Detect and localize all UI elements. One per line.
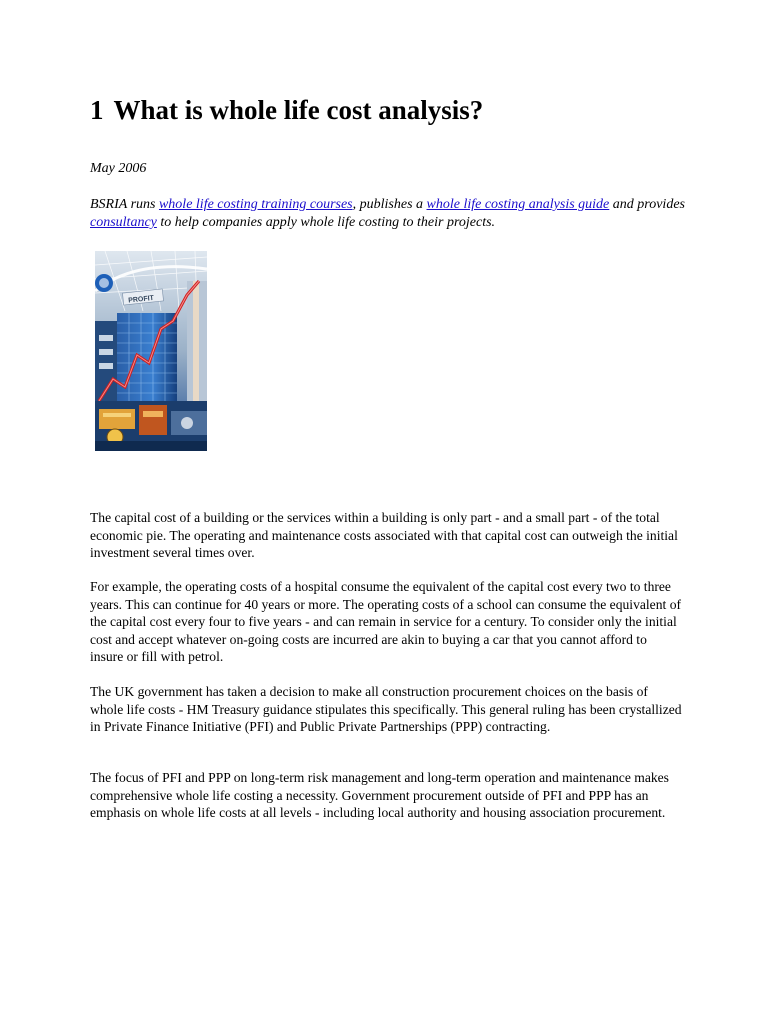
intro-text-2: , publishes a <box>352 197 427 212</box>
body-paragraph-2: For example, the operating costs of a hospital consume the equivalent of the capital cost every two to three years. This can continue for 40 years or more. The operating costs of a school can consume the equivalent of the capital cost every four to five years - and can remain in service for a century. To consider only the initial cost and accept whatever on-going costs are incurred are akin to buying a car that you cannot afford to insure or fill with petrol. <box>90 579 682 664</box>
intro-text-1: BSRIA runs <box>90 197 159 212</box>
illustration-graphic <box>95 251 207 451</box>
heading-text: What is whole life cost analysis? <box>113 95 484 125</box>
whole-life-cost-illustration <box>95 251 207 451</box>
body-paragraph-1: The capital cost of a building or the services within a building is only part - and a small part - of the total economic pie. The operating and maintenance costs associated with that capital cost can outweigh the initial investment several times over. <box>90 510 678 560</box>
publish-date: May 2006 <box>90 161 147 176</box>
intro-text-4: to help companies apply whole life costing to their projects. <box>156 215 496 230</box>
consultancy-link[interactable]: consultancy <box>90 215 157 230</box>
body-paragraph-3: The UK government has taken a decision to make all construction procurement choices on the basis of whole life costs - HM Treasury guidance stipulates this specifically. This general ruling has been crystallized in Private Finance Initiative (PFI) and Public Private Partnerships (PPP) contracting. <box>90 684 682 734</box>
intro-text-3: and provides <box>609 197 685 212</box>
body-paragraph-4: The focus of PFI and PPP on long-term risk management and long-term operation and maintenance makes comprehensive whole life costing a necessity. Government procurement outside of PFI and PPP has an emphasis on whole life costs at all levels - including local authority and housing association procurement. <box>90 770 669 820</box>
page-title <box>90 92 483 128</box>
profit-sign-text: PROFIT <box>127 294 155 305</box>
intro-paragraph <box>90 196 690 232</box>
analysis-guide-link[interactable]: whole life costing analysis guide <box>426 197 610 212</box>
training-courses-link[interactable]: whole life costing training courses <box>158 197 353 212</box>
heading-number: 1 <box>90 95 104 125</box>
